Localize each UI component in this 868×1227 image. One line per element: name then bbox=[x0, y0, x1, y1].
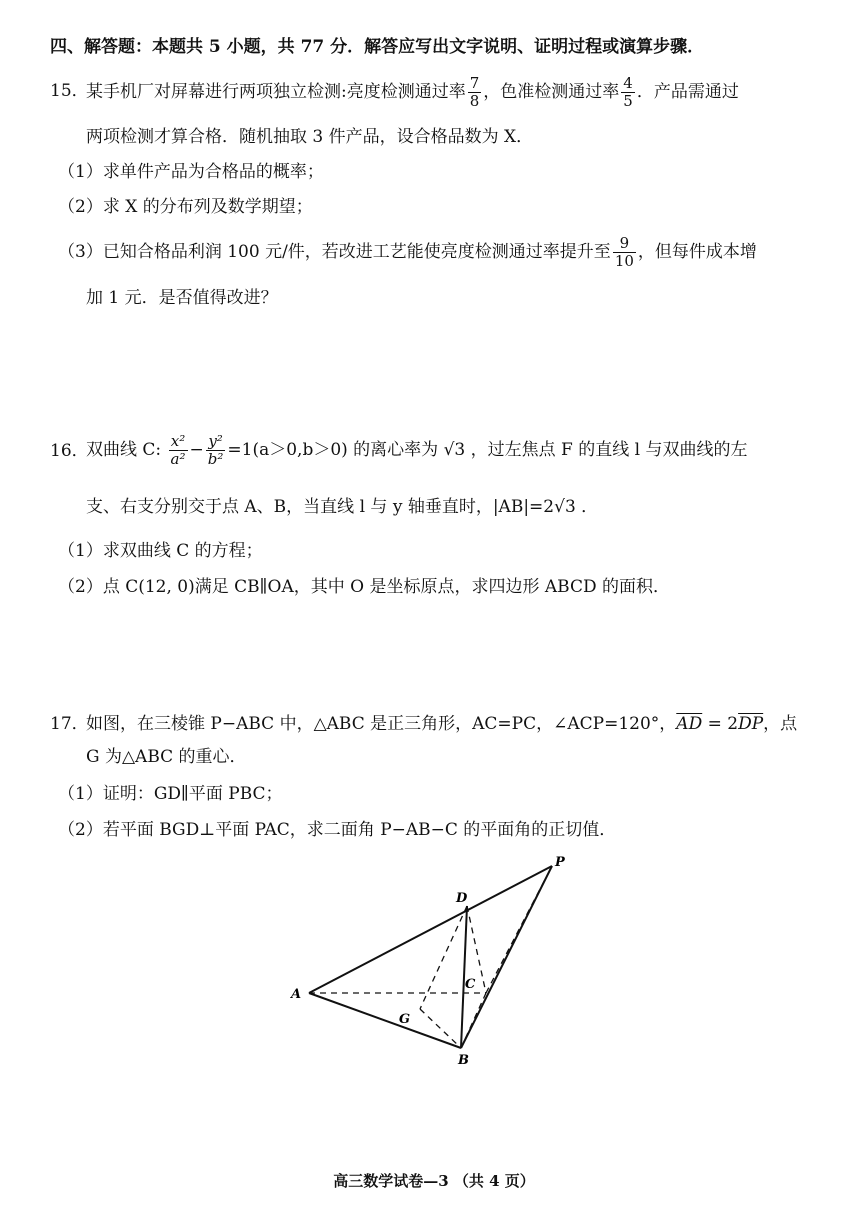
q16-part2: （2）点 C(12, 0)满足 CB∥OA，其中 O 是坐标原点，求四边形 ABCD 的面积． bbox=[58, 577, 670, 597]
q17-part1: （1）证明：GD∥平面 PBC； bbox=[58, 784, 283, 804]
label-a: A bbox=[291, 987, 302, 1002]
q15-number: 15． bbox=[50, 81, 89, 101]
section-header: 四、解答题：本题共 5 小题，共 77 分．解答应写出文字说明、证明过程或演算步骤． bbox=[50, 37, 705, 57]
label-g: G bbox=[399, 1012, 411, 1027]
q16-part1: （1）求双曲线 C 的方程； bbox=[58, 541, 263, 561]
q15-part3: （3）已知合格品利润 100 元/件，若改进工艺能使亮度检测通过率提升至 $\frac{9}{10}$ ，但每件成本增 bbox=[58, 234, 757, 270]
label-d: D bbox=[456, 891, 468, 906]
label-b: B bbox=[458, 1053, 469, 1068]
q15-line2: 两项检测才算合格．随机抽取 3 件产品，设合格品数为 X． bbox=[86, 127, 534, 147]
edge-gb bbox=[420, 1009, 461, 1048]
fraction-7-8: $\frac{7}{8}$ bbox=[469, 74, 480, 110]
fraction-4-5: $\frac{4}{5}$ bbox=[623, 74, 633, 110]
fraction-y2-b2: $\frac{\text{y²}}{\text{b²}}$ bbox=[207, 432, 224, 468]
fraction-9-10: $\frac{9}{10}$ bbox=[614, 234, 634, 270]
q15-line1: 某手机厂对屏幕进行两项独立检测:亮度检测通过率 $\frac{7}{8}$ ，色准检测通过率 $\frac{4}{5}$ ．产品需通过 bbox=[86, 74, 739, 110]
q17-line2: G 为△ABC 的重心． bbox=[86, 747, 247, 767]
vector-ad: $\overline{AD}$ bbox=[676, 714, 703, 734]
q15-part1: （1）求单件产品为合格品的概率； bbox=[58, 162, 324, 182]
q15-part3-cont: 加 1 元．是否值得改进？ bbox=[86, 288, 278, 308]
edge-cp bbox=[486, 866, 552, 993]
q17-part2: （2）若平面 BGD⊥平面 PAC，求二面角 P−AB−C 的平面角的正切值． bbox=[58, 820, 617, 840]
q17-number: 17． bbox=[50, 714, 89, 734]
q16-line2: 支、右支分别交于点 A、B，当直线 l 与 y 轴垂直时，|AB|=2√3 ． bbox=[86, 497, 599, 517]
edge-ab bbox=[309, 993, 461, 1048]
q16-number: 16． bbox=[50, 441, 89, 461]
page-footer: 高三数学试卷—3 （共 4 页） bbox=[333, 1172, 535, 1190]
label-c: C bbox=[465, 977, 476, 992]
fraction-x2-a2: $\frac{\text{x²}}{\text{a²}}$ bbox=[170, 432, 186, 468]
q16-line1: 双曲线 C: $\frac{\text{x²}}{\text{a²}}$ − $\frac{\text{y²}}{\text{b²}}$ =1(a＞0,b＞0) 的离心率为 √3 ，过左焦点 F 的直线 l 与双曲线的左 bbox=[86, 432, 748, 468]
edge-ap bbox=[309, 866, 552, 993]
q15-part2: （2）求 X 的分布列及数学期望； bbox=[58, 197, 313, 217]
q17-line1: 如图，在三棱锥 P−ABC 中，△ABC 是正三角形，AC=PC，∠ACP=120°，$\overline{AD} = 2\overline{DP}$，点 bbox=[86, 714, 798, 734]
vector-dp: $\overline{DP}$ bbox=[738, 714, 764, 734]
label-p: P bbox=[555, 855, 565, 870]
